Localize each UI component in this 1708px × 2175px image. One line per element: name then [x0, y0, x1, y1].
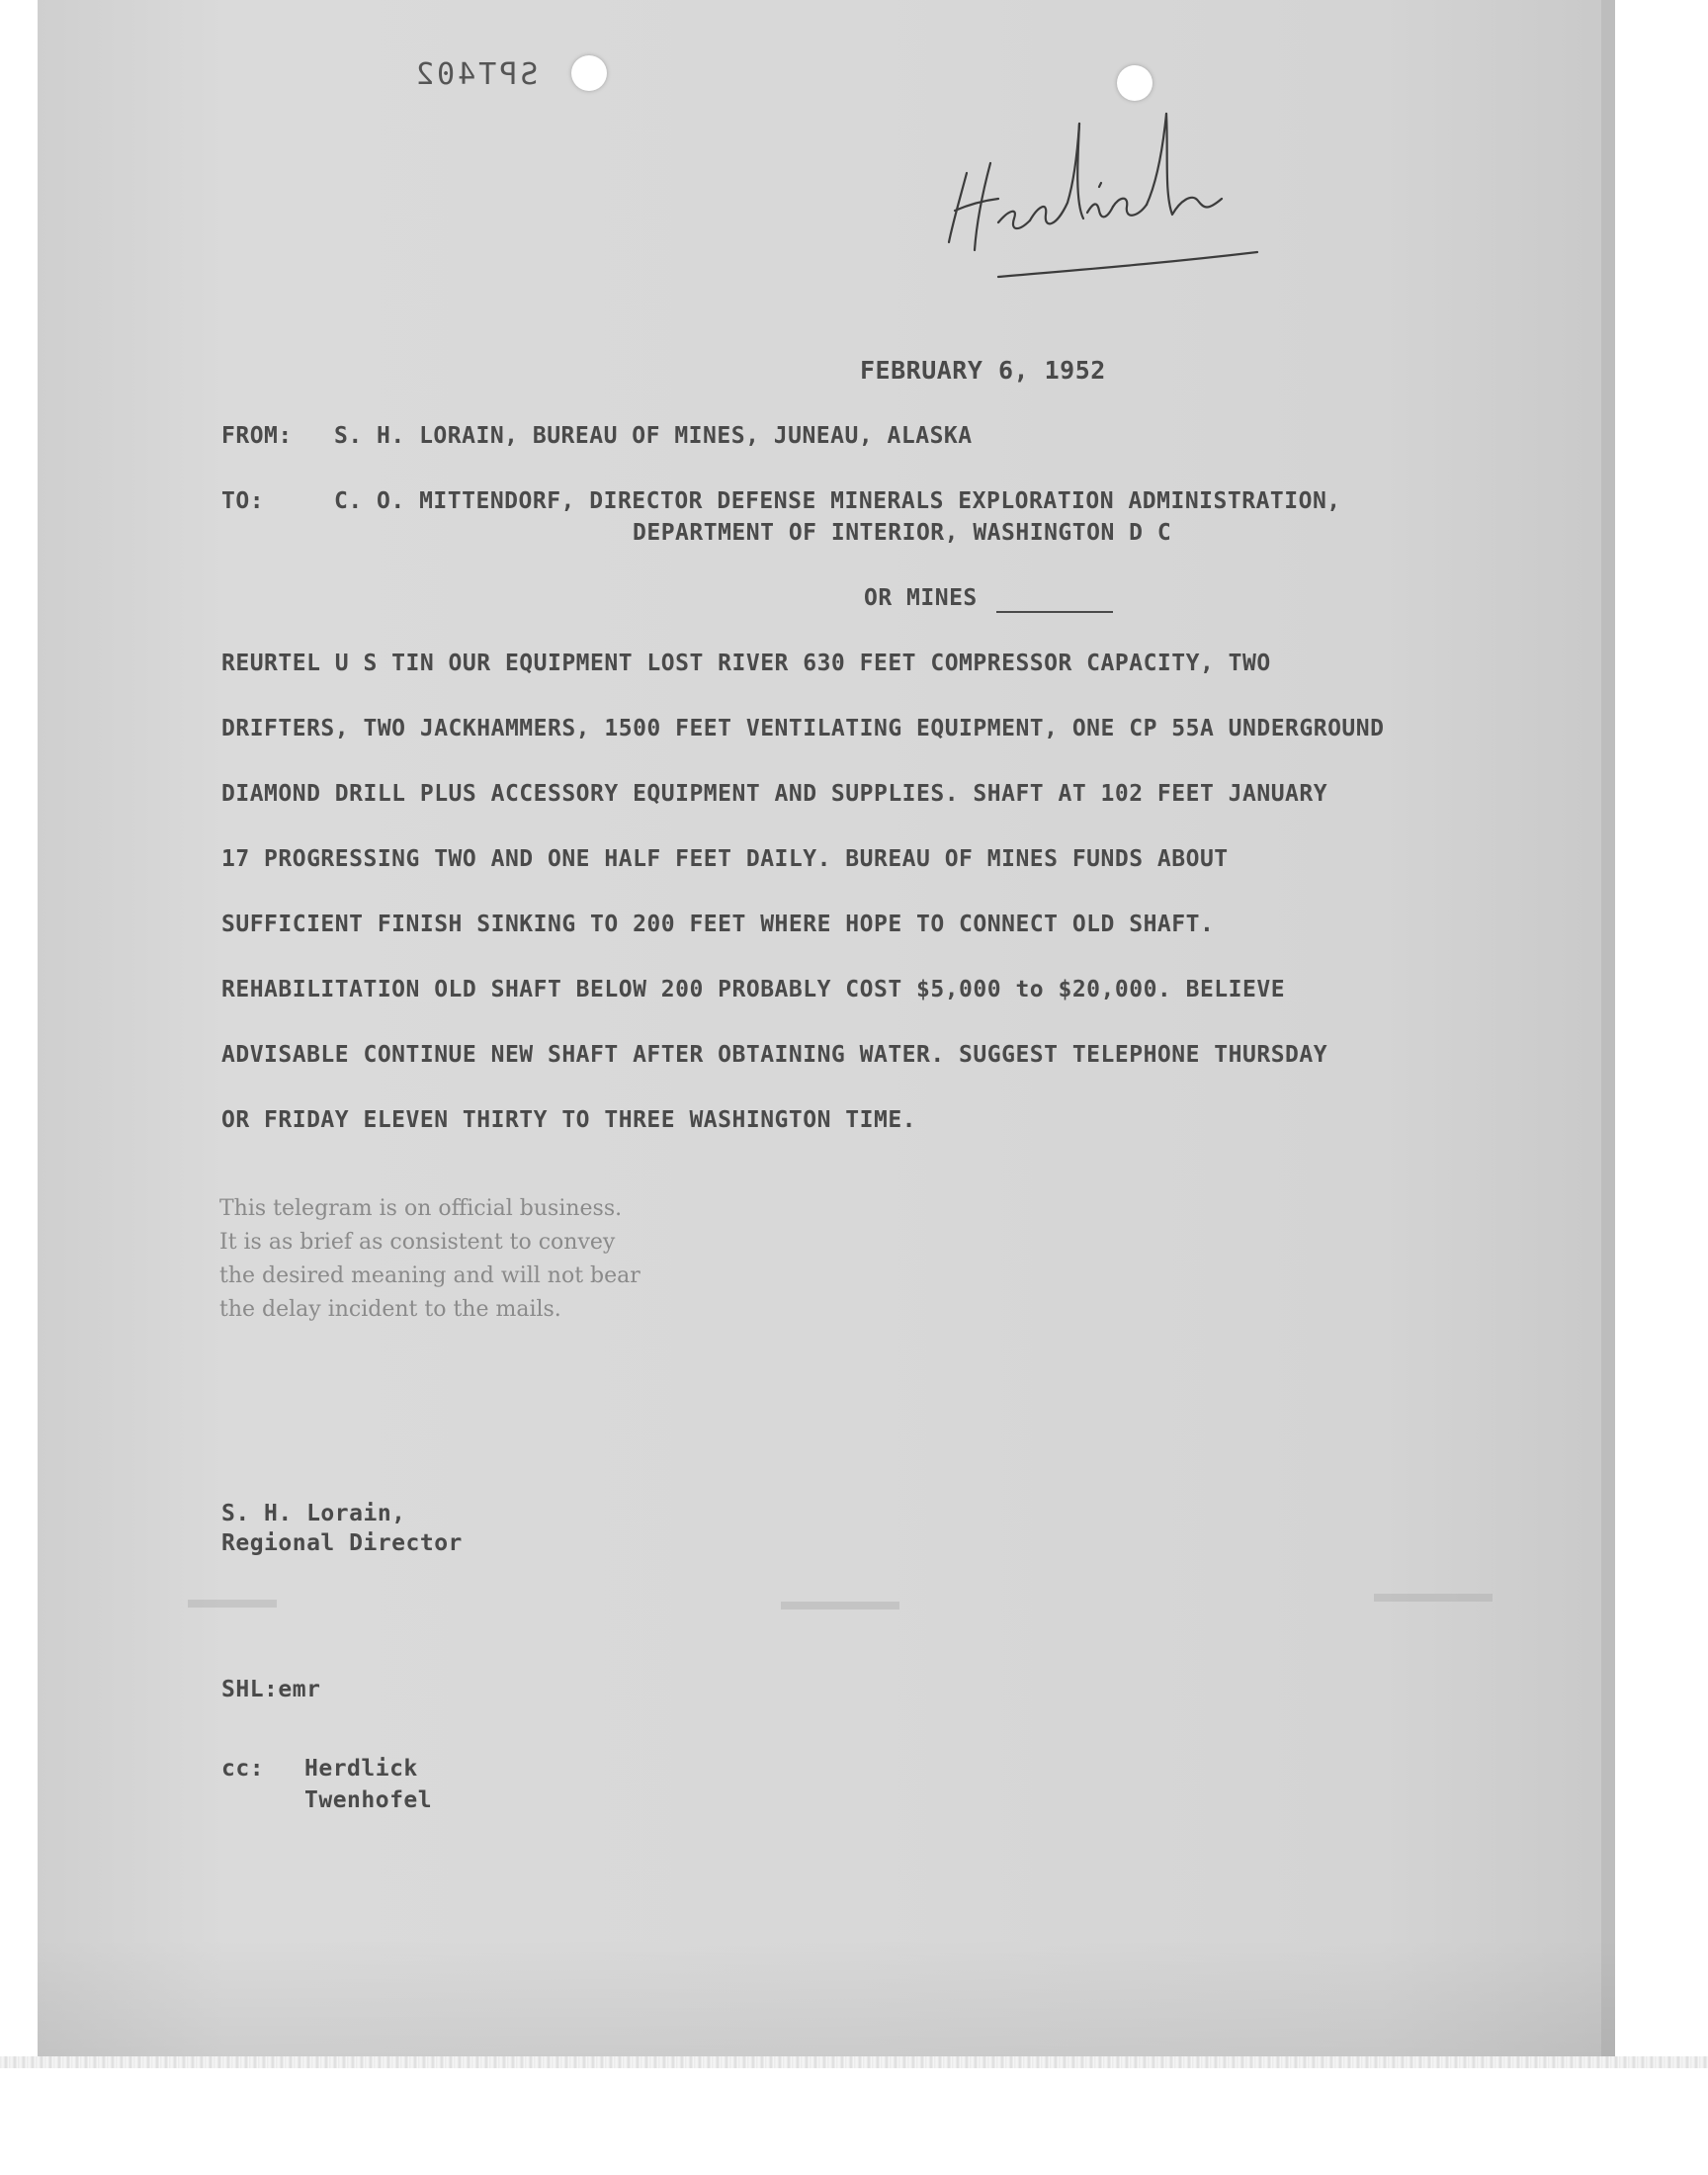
cc-label: cc: — [221, 1756, 265, 1782]
to-text-line-2: DEPARTMENT OF INTERIOR, WASHINGTON D C — [633, 520, 1172, 546]
body-line: OR FRIDAY ELEVEN THIRTY TO THREE WASHINGTON TIME. — [221, 1107, 917, 1133]
body-line: DRIFTERS, TWO JACKHAMMERS, 1500 FEET VENTILATING EQUIPMENT, ONE CP 55A UNDERGROUND — [221, 716, 1385, 741]
scan-edge-strip — [0, 2056, 1708, 2068]
document-number: SPT402 — [413, 57, 539, 92]
page-edge — [1601, 0, 1615, 2056]
telegram-date: FEBRUARY 6, 1952 — [860, 356, 1106, 385]
scan-smudge — [188, 1600, 277, 1608]
or-mines-text: OR MINES — [864, 585, 978, 611]
scan-smudge — [781, 1602, 899, 1610]
notice-line: This telegram is on official business. — [219, 1196, 623, 1221]
cc-recipient: Twenhofel — [304, 1787, 433, 1813]
official-business-notice — [219, 1192, 640, 1327]
page-shadow — [38, 1938, 1615, 2056]
body-line: REHABILITATION OLD SHAFT BELOW 200 PROBABLY COST $5,000 to $20,000. BELIEVE — [221, 977, 1286, 1002]
notice-line: the desired meaning and will not bear — [219, 1263, 640, 1288]
notice-line: the delay incident to the mails. — [219, 1297, 561, 1322]
from-text: S. H. LORAIN, BUREAU OF MINES, JUNEAU, ALASKA — [334, 423, 973, 449]
document-page — [38, 0, 1615, 2056]
body-line: 17 PROGRESSING TWO AND ONE HALF FEET DAILY. BUREAU OF MINES FUNDS ABOUT — [221, 846, 1229, 872]
reference-initials: SHL:emr — [221, 1677, 321, 1702]
cc-recipient: Herdlick — [304, 1756, 418, 1782]
signer-title: Regional Director — [221, 1530, 463, 1556]
from-label: FROM: — [221, 423, 293, 449]
notice-line: It is as brief as consistent to convey — [219, 1230, 616, 1255]
body-line: SUFFICIENT FINISH SINKING TO 200 FEET WHERE HOPE TO CONNECT OLD SHAFT. — [221, 912, 1215, 937]
body-line: ADVISABLE CONTINUE NEW SHAFT AFTER OBTAINING WATER. SUGGEST TELEPHONE THURSDAY — [221, 1042, 1328, 1068]
or-mines-underline — [996, 611, 1113, 613]
handwritten-signature — [939, 84, 1295, 302]
punch-hole — [571, 55, 607, 91]
scan-smudge — [1374, 1594, 1493, 1602]
to-label: TO: — [221, 488, 265, 514]
body-line: REURTEL U S TIN OUR EQUIPMENT LOST RIVER 630 FEET COMPRESSOR CAPACITY, TWO — [221, 651, 1271, 676]
body-line: DIAMOND DRILL PLUS ACCESSORY EQUIPMENT AND SUPPLIES. SHAFT AT 102 FEET JANUARY — [221, 781, 1328, 807]
signer-name: S. H. Lorain, — [221, 1501, 406, 1526]
to-text-line-1: C. O. MITTENDORF, DIRECTOR DEFENSE MINERALS EXPLORATION ADMINISTRATION, — [334, 488, 1341, 514]
